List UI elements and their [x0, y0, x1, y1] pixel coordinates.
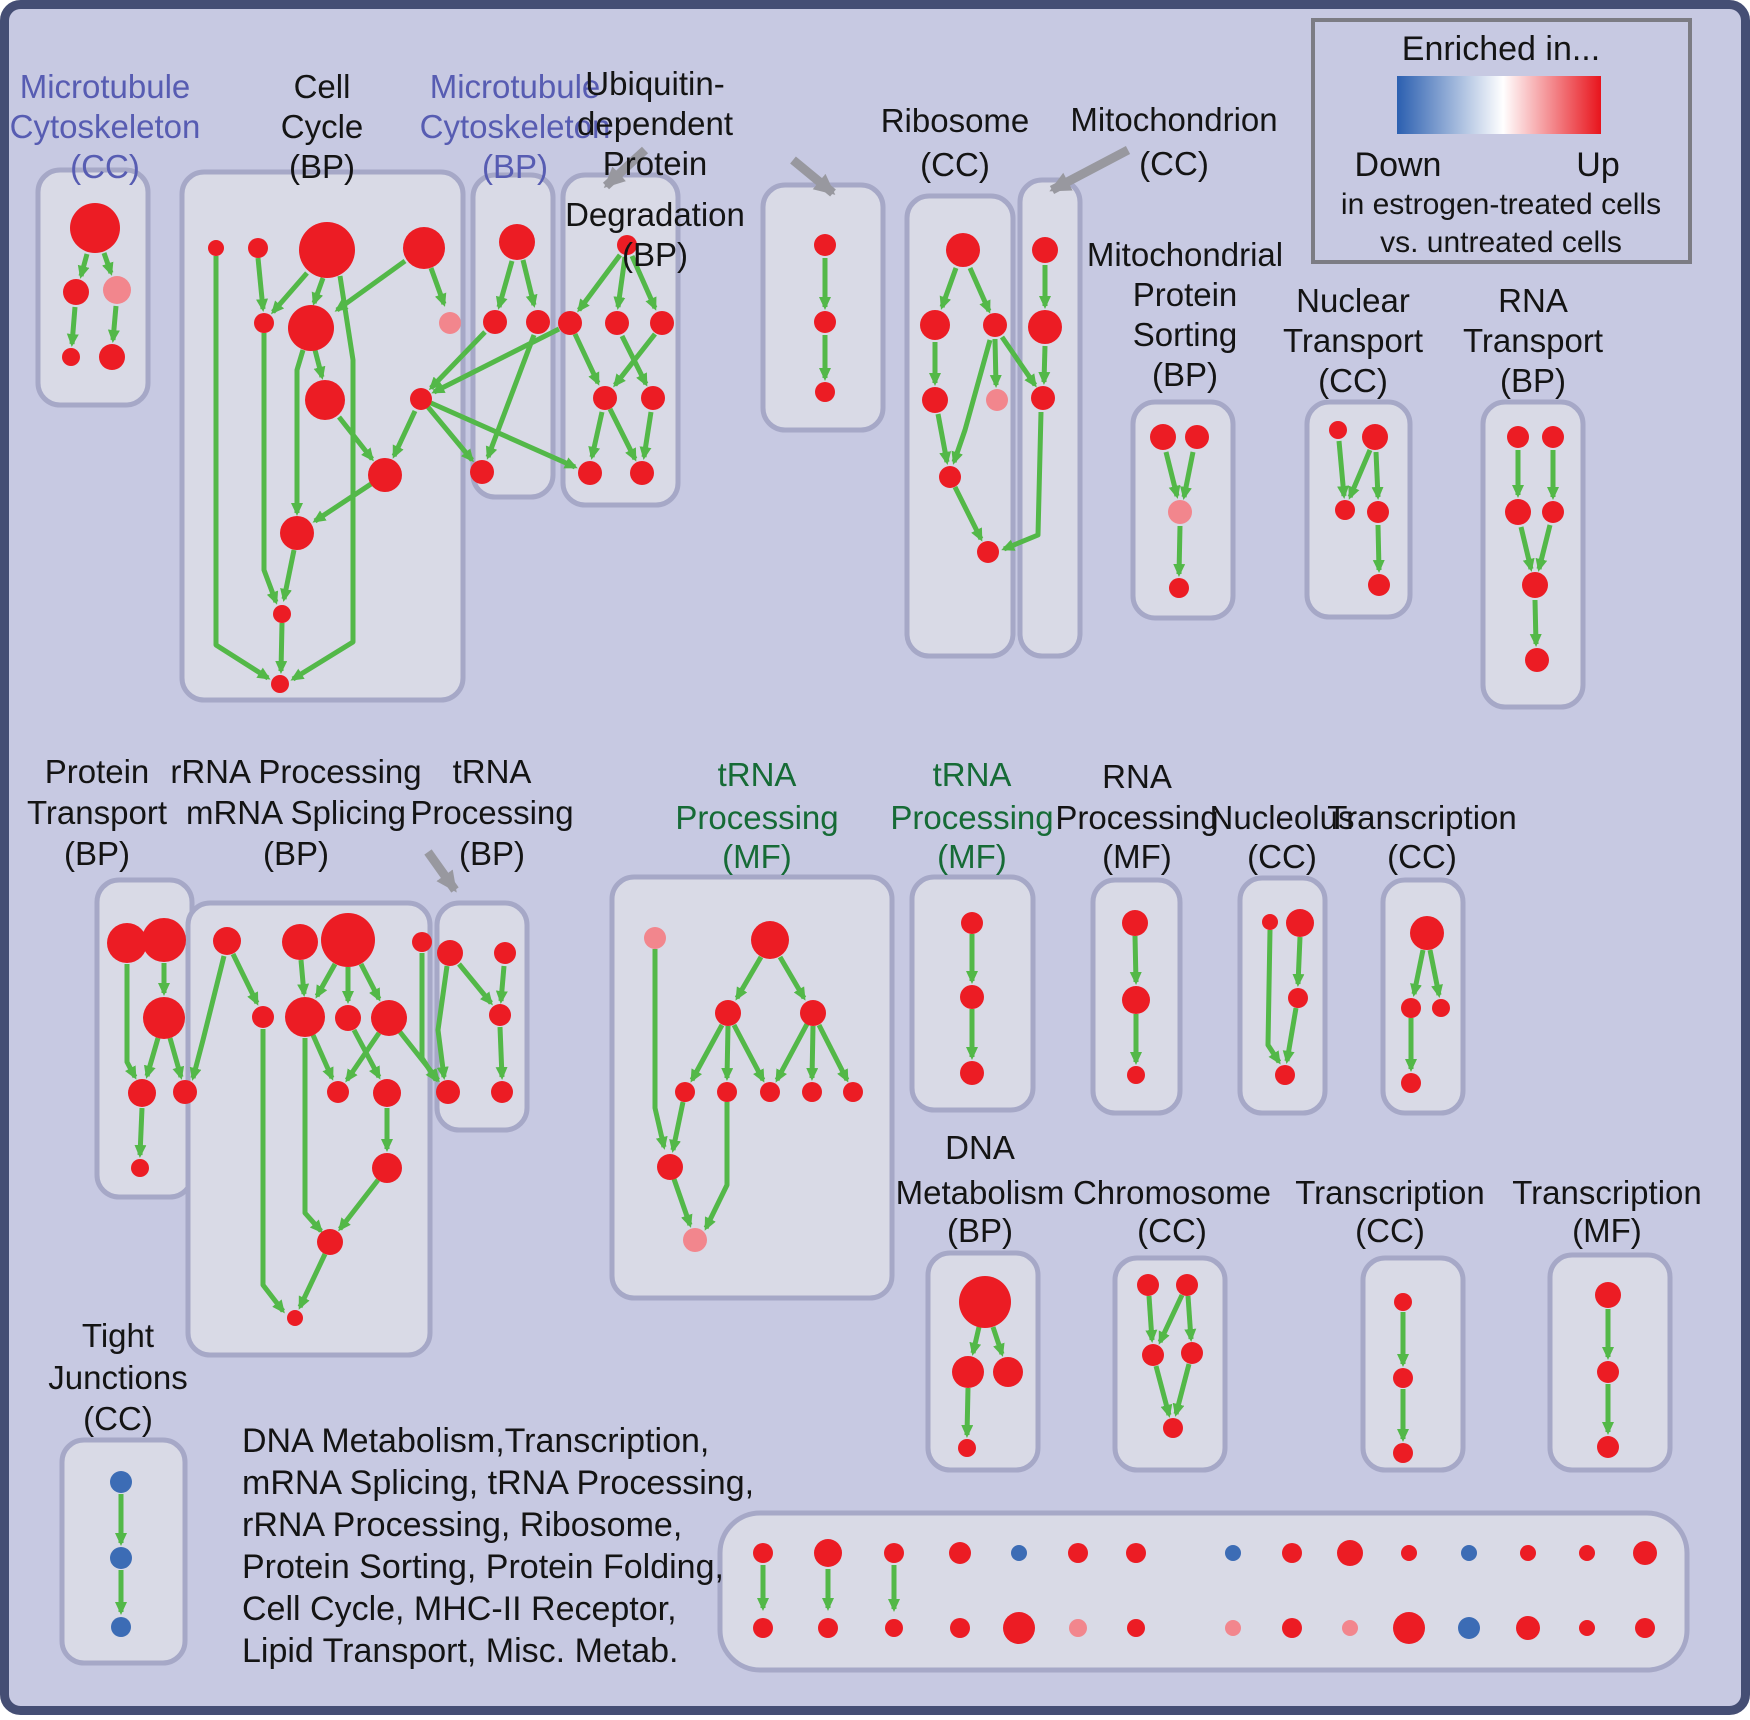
go-term-node-red	[993, 1357, 1023, 1387]
go-term-edge	[1179, 526, 1180, 574]
go-term-node-red	[299, 222, 355, 278]
cluster-label-tight-junctions-cc: Junctions	[48, 1359, 188, 1396]
go-term-node-red	[1137, 1274, 1159, 1296]
go-term-node-red	[1288, 988, 1308, 1008]
go-term-edge	[1535, 600, 1536, 644]
go-term-node-red	[1579, 1620, 1595, 1636]
cluster-label-transcription-mf: (MF)	[1572, 1212, 1642, 1249]
go-term-node-red	[371, 1000, 407, 1036]
go-term-node-red	[107, 923, 147, 963]
go-term-node-red	[1122, 910, 1148, 936]
cluster-label-trna-processing-bp: (BP)	[459, 835, 525, 872]
cluster-label-ribosome-cc: (CC)	[920, 146, 990, 183]
go-term-node-red	[1522, 572, 1548, 598]
go-term-node-pink	[1168, 500, 1192, 524]
cluster-label-mitochondrial-protein-sorting-bp: (BP)	[1152, 356, 1218, 393]
go-term-node-red	[252, 1006, 274, 1028]
go-term-node-red	[1181, 1342, 1203, 1364]
cluster-label-rna-processing-mf: Processing	[1055, 799, 1219, 836]
cluster-box-nuclear-transport-cc	[1307, 402, 1410, 617]
go-term-node-red	[1262, 914, 1278, 930]
cluster-label-tight-junctions-cc: (CC)	[83, 1400, 153, 1437]
cluster-label-protein-transport-bp: Transport	[27, 794, 167, 831]
go-term-node-red	[327, 1081, 349, 1103]
go-term-node-red	[1394, 1293, 1412, 1311]
cluster-label-tight-junctions-cc: Tight	[81, 1317, 155, 1354]
go-term-node-red	[1362, 424, 1388, 450]
go-term-node-red	[1393, 1368, 1413, 1388]
go-term-node-red	[800, 1000, 826, 1026]
go-term-node-red	[63, 279, 89, 305]
cluster-label-protein-transport-bp: Protein	[44, 753, 150, 790]
go-term-node-red	[958, 1439, 976, 1457]
go-term-node-red	[1282, 1543, 1302, 1563]
go-term-node-red	[802, 1082, 822, 1102]
go-term-node-red	[843, 1082, 863, 1102]
go-term-node-red	[1286, 909, 1314, 937]
go-term-node-red	[1337, 1540, 1363, 1566]
go-term-node-blue	[1458, 1617, 1480, 1639]
legend-subtitle: in estrogen-treated cells	[1340, 188, 1662, 221]
go-term-node-red	[641, 386, 665, 410]
cluster-label-rna-processing-mf: (MF)	[1102, 838, 1172, 875]
go-term-edge	[1378, 525, 1379, 570]
go-term-node-red	[1597, 1436, 1619, 1458]
go-term-node-red	[1393, 1612, 1425, 1644]
go-term-node-red	[1542, 426, 1564, 448]
misc-categories-text: DNA Metabolism,Transcription,	[242, 1422, 710, 1460]
go-term-node-red	[470, 460, 494, 484]
go-term-node-pink	[1342, 1620, 1358, 1636]
go-term-node-red	[814, 1539, 842, 1567]
go-term-node-red	[494, 942, 516, 964]
go-term-node-red	[412, 932, 432, 952]
legend-down-label: Down	[1354, 146, 1442, 184]
go-term-edge	[1188, 1296, 1191, 1339]
go-term-node-blue	[110, 1547, 132, 1569]
go-term-node-red	[526, 310, 550, 334]
go-term-node-red	[208, 240, 224, 256]
go-term-node-red	[675, 1082, 695, 1102]
go-term-edge	[140, 1108, 142, 1155]
cluster-label-microtubule-cytoskeleton-cc: Cytoskeleton	[9, 108, 201, 145]
go-term-node-red	[657, 1154, 683, 1180]
go-term-edge	[301, 960, 304, 994]
go-term-node-red	[814, 234, 836, 256]
cluster-box-transcription-cc-bottom	[1363, 1258, 1463, 1470]
go-term-node-red	[1367, 501, 1389, 523]
cluster-label-trna-processing-bp: Processing	[410, 794, 574, 831]
go-term-node-red	[1516, 1616, 1540, 1640]
cluster-label-rna-processing-mf: RNA	[1102, 758, 1172, 795]
go-term-node-red	[1275, 1065, 1295, 1085]
cluster-label-ubiquitin-degradation-bp: Ubiquitin-	[585, 65, 725, 102]
go-term-node-red	[753, 1618, 773, 1638]
go-term-node-red	[884, 1543, 904, 1563]
go-term-node-red	[287, 1310, 303, 1326]
cluster-label-transcription-mf: Transcription	[1512, 1174, 1702, 1211]
go-term-edge	[113, 306, 116, 340]
go-term-edge	[995, 339, 996, 385]
go-term-node-red	[321, 913, 375, 967]
go-term-node-red	[715, 1000, 741, 1026]
go-term-node-red	[1410, 916, 1444, 950]
go-term-node-red	[578, 461, 602, 485]
go-term-node-red	[1401, 998, 1421, 1018]
cluster-label-transcription-cc-bottom: Transcription	[1295, 1174, 1485, 1211]
cluster-box-transcription-cc-mid	[1383, 880, 1463, 1113]
go-term-node-red	[960, 1061, 984, 1085]
go-term-edge	[1298, 937, 1300, 984]
go-term-node-pink	[103, 276, 131, 304]
go-term-node-red	[922, 387, 948, 413]
go-term-node-red	[368, 458, 402, 492]
go-term-node-pink	[986, 389, 1008, 411]
cluster-label-microtubule-cytoskeleton-bp: (BP)	[482, 148, 548, 185]
go-term-node-red	[593, 386, 617, 410]
cluster-label-dna-metabolism-bp: (BP)	[947, 1212, 1013, 1249]
go-term-node-red	[961, 912, 983, 934]
go-term-node-red	[1003, 1612, 1035, 1644]
go-term-edge	[1149, 1296, 1152, 1340]
go-term-node-red	[410, 388, 432, 410]
go-term-node-red	[254, 313, 274, 333]
go-term-node-red	[952, 1356, 984, 1388]
cluster-label-transcription-cc-bottom: (CC)	[1355, 1212, 1425, 1249]
cluster-label-mitochondrion-cc: (CC)	[1139, 145, 1209, 182]
go-term-node-red	[213, 927, 241, 955]
cluster-label-ubiquitin-degradation-bp: Degradation	[565, 196, 745, 233]
cluster-label-microtubule-cytoskeleton-bp: Cytoskeleton	[419, 108, 611, 145]
go-term-node-red	[920, 310, 950, 340]
misc-categories-text: Cell Cycle, MHC-II Receptor,	[242, 1590, 677, 1628]
go-term-node-blue	[1461, 1545, 1477, 1561]
cluster-label-trna-processing-mf-small: tRNA	[932, 756, 1012, 793]
go-term-node-red	[335, 1005, 361, 1031]
go-term-node-red	[143, 997, 185, 1039]
go-term-node-red	[814, 311, 836, 333]
go-term-node-pink	[1225, 1620, 1241, 1636]
go-term-edge	[501, 966, 504, 1001]
go-term-node-red	[70, 203, 120, 253]
go-term-node-red	[1432, 999, 1450, 1017]
cluster-label-trna-processing-mf-small: (MF)	[937, 838, 1007, 875]
go-term-node-red	[62, 348, 80, 366]
cluster-label-trna-processing-mf-large: tRNA	[717, 756, 797, 793]
go-term-node-red	[248, 238, 268, 258]
go-term-node-red	[273, 605, 291, 623]
go-term-node-red	[1525, 648, 1549, 672]
cluster-label-ubiquitin-degradation-bp: dependent	[577, 105, 733, 142]
go-term-node-red	[1595, 1282, 1621, 1308]
go-term-node-red	[483, 310, 507, 334]
go-term-node-red	[1597, 1361, 1619, 1383]
cluster-label-trna-processing-mf-large: Processing	[675, 799, 839, 836]
cluster-label-mitochondrion-cc: Mitochondrion	[1070, 101, 1278, 138]
go-term-node-red	[288, 305, 334, 351]
go-term-node-red	[751, 921, 789, 959]
go-term-edge	[812, 1026, 813, 1078]
cluster-label-chromosome-cc: Chromosome	[1072, 1174, 1272, 1211]
go-term-node-red	[1520, 1545, 1536, 1561]
go-term-node-red	[1542, 501, 1564, 523]
go-term-edge	[72, 307, 75, 344]
go-term-edge	[500, 1027, 502, 1077]
go-term-node-red	[1127, 1066, 1145, 1084]
go-term-edge	[1376, 452, 1378, 497]
go-term-node-red	[1401, 1073, 1421, 1093]
go-term-edge	[1044, 346, 1045, 382]
go-term-node-red	[271, 675, 289, 693]
go-term-node-red	[1185, 425, 1209, 449]
legend-subtitle: vs. untreated cells	[1380, 226, 1622, 259]
cluster-label-trna-processing-mf-large: (MF)	[722, 838, 792, 875]
go-term-node-red	[818, 1618, 838, 1638]
go-term-node-red	[1068, 1543, 1088, 1563]
cluster-label-ubiquitin-degradation-bp: (BP)	[622, 236, 688, 273]
go-term-node-red	[1335, 500, 1355, 520]
go-term-node-blue	[1011, 1545, 1027, 1561]
go-term-node-red	[128, 1079, 156, 1107]
misc-categories-text: Protein Sorting, Protein Folding,	[242, 1548, 724, 1586]
go-term-node-red	[1163, 1418, 1183, 1438]
cluster-label-mitochondrial-protein-sorting-bp: Protein	[1132, 276, 1238, 313]
go-term-node-red	[1507, 426, 1529, 448]
go-term-node-blue	[1225, 1545, 1241, 1561]
go-term-node-red	[1393, 1443, 1413, 1463]
cluster-label-dna-metabolism-bp: DNA	[945, 1129, 1015, 1166]
go-term-node-red	[285, 997, 325, 1037]
go-term-node-red	[1176, 1274, 1198, 1296]
cluster-label-ribosome-cc: Ribosome	[880, 102, 1030, 139]
go-term-node-red	[280, 516, 314, 550]
go-term-node-red	[1028, 310, 1062, 344]
go-term-node-red	[1579, 1545, 1595, 1561]
cluster-label-microtubule-cytoskeleton-bp: Microtubule	[429, 68, 601, 105]
go-term-node-red	[983, 313, 1007, 337]
go-term-node-red	[1635, 1618, 1655, 1638]
cluster-label-cell-cycle-bp: Cycle	[280, 108, 364, 145]
go-term-node-pink	[644, 927, 666, 949]
go-term-node-red	[885, 1619, 903, 1637]
go-term-edge	[967, 1388, 968, 1435]
cluster-label-rna-transport-bp: Transport	[1463, 322, 1603, 359]
go-term-node-red	[630, 461, 654, 485]
go-term-node-red	[946, 233, 980, 267]
go-term-node-red	[650, 311, 674, 335]
cluster-label-ubiquitin-degradation-bp: Protein	[602, 145, 708, 182]
go-term-node-red	[1031, 386, 1055, 410]
cluster-label-protein-transport-bp: (BP)	[64, 835, 130, 872]
cluster-label-chromosome-cc: (CC)	[1137, 1212, 1207, 1249]
go-term-node-red	[142, 918, 186, 962]
cluster-label-nuclear-transport-cc: Nuclear	[1296, 282, 1410, 319]
cluster-label-rna-transport-bp: RNA	[1498, 282, 1568, 319]
go-term-node-red	[1401, 1545, 1417, 1561]
cluster-box-chromosome-cc	[1115, 1258, 1225, 1470]
go-term-node-blue	[111, 1617, 131, 1637]
cluster-label-trna-processing-bp: tRNA	[452, 753, 532, 790]
go-term-node-red	[1122, 986, 1150, 1014]
cluster-label-rrna-processing-mrna-splicing-bp: (BP)	[263, 835, 329, 872]
go-term-node-red	[1032, 237, 1058, 263]
misc-categories-text: mRNA Splicing, tRNA Processing,	[242, 1464, 755, 1502]
cluster-label-transcription-cc-mid: (CC)	[1387, 838, 1457, 875]
cluster-label-cell-cycle-bp: (BP)	[289, 148, 355, 185]
cluster-label-nuclear-transport-cc: Transport	[1283, 322, 1423, 359]
go-term-node-red	[1505, 499, 1531, 525]
go-term-node-pink	[683, 1228, 707, 1252]
cluster-label-rrna-processing-mrna-splicing-bp: mRNA Splicing	[185, 794, 407, 831]
go-term-node-red	[373, 1079, 401, 1107]
go-term-node-red	[1126, 1543, 1146, 1563]
go-term-node-red	[1329, 421, 1347, 439]
cluster-label-dna-metabolism-bp: Metabolism	[895, 1174, 1065, 1211]
go-term-node-red	[1127, 1619, 1145, 1637]
legend-title: Enriched in...	[1401, 30, 1601, 68]
go-term-node-red	[317, 1229, 343, 1255]
go-term-node-red	[491, 1081, 513, 1103]
go-term-node-red	[753, 1543, 773, 1563]
cluster-label-mitochondrial-protein-sorting-bp: Sorting	[1132, 316, 1238, 353]
go-term-node-red	[815, 382, 835, 402]
go-term-node-pink	[439, 312, 461, 334]
go-term-node-red	[939, 466, 961, 488]
misc-categories-text: rRNA Processing, Ribosome,	[242, 1506, 683, 1544]
go-term-node-red	[558, 311, 582, 335]
go-term-node-red	[305, 380, 345, 420]
go-term-node-red	[499, 224, 535, 260]
go-term-node-red	[949, 1542, 971, 1564]
go-term-node-red	[1368, 574, 1390, 596]
go-term-node-red	[437, 940, 463, 966]
legend-gradient-bar	[1397, 76, 1601, 134]
cluster-label-transcription-cc-mid: Transcription	[1327, 799, 1517, 836]
go-term-node-red	[99, 344, 125, 370]
go-term-node-red	[960, 985, 984, 1009]
go-term-node-red	[1142, 1344, 1164, 1366]
go-term-node-red	[372, 1153, 402, 1183]
cluster-label-cell-cycle-bp: Cell	[293, 68, 351, 105]
go-term-node-red	[1150, 424, 1176, 450]
cluster-label-trna-processing-mf-small: Processing	[890, 799, 1054, 836]
go-term-edge	[281, 623, 282, 671]
go-term-node-blue	[110, 1471, 132, 1493]
go-term-node-red	[605, 311, 629, 335]
go-term-edge	[1135, 936, 1136, 982]
go-term-node-red	[977, 541, 999, 563]
cluster-label-nuclear-transport-cc: (CC)	[1318, 362, 1388, 399]
go-term-node-red	[1633, 1541, 1657, 1565]
go-term-node-red	[950, 1618, 970, 1638]
go-term-node-red	[173, 1080, 197, 1104]
go-term-node-red	[131, 1159, 149, 1177]
misc-categories-text: Lipid Transport, Misc. Metab.	[242, 1632, 679, 1670]
go-term-node-red	[1169, 578, 1189, 598]
go-term-node-red	[1282, 1618, 1302, 1638]
go-term-node-red	[436, 1080, 460, 1104]
go-term-edge	[727, 1026, 728, 1078]
go-term-node-red	[959, 1276, 1011, 1328]
cluster-label-rrna-processing-mrna-splicing-bp: rRNA Processing	[170, 753, 422, 790]
cluster-label-rna-transport-bp: (BP)	[1500, 362, 1566, 399]
go-term-node-red	[282, 924, 318, 960]
legend-up-label: Up	[1576, 146, 1620, 184]
cluster-label-microtubule-cytoskeleton-cc: (CC)	[70, 148, 140, 185]
cluster-label-nucleolus-cc: Nucleolus	[1209, 799, 1355, 836]
go-term-node-red	[717, 1082, 737, 1102]
cluster-label-microtubule-cytoskeleton-cc: Microtubule	[19, 68, 191, 105]
go-term-node-red	[489, 1004, 511, 1026]
cluster-box-miscellaneous-strip	[720, 1513, 1687, 1670]
go-term-node-red	[403, 227, 445, 269]
cluster-label-nucleolus-cc: (CC)	[1247, 838, 1317, 875]
cluster-label-mitochondrial-protein-sorting-bp: Mitochondrial	[1086, 236, 1284, 273]
go-term-node-red	[760, 1082, 780, 1102]
go-term-node-pink	[1069, 1619, 1087, 1637]
